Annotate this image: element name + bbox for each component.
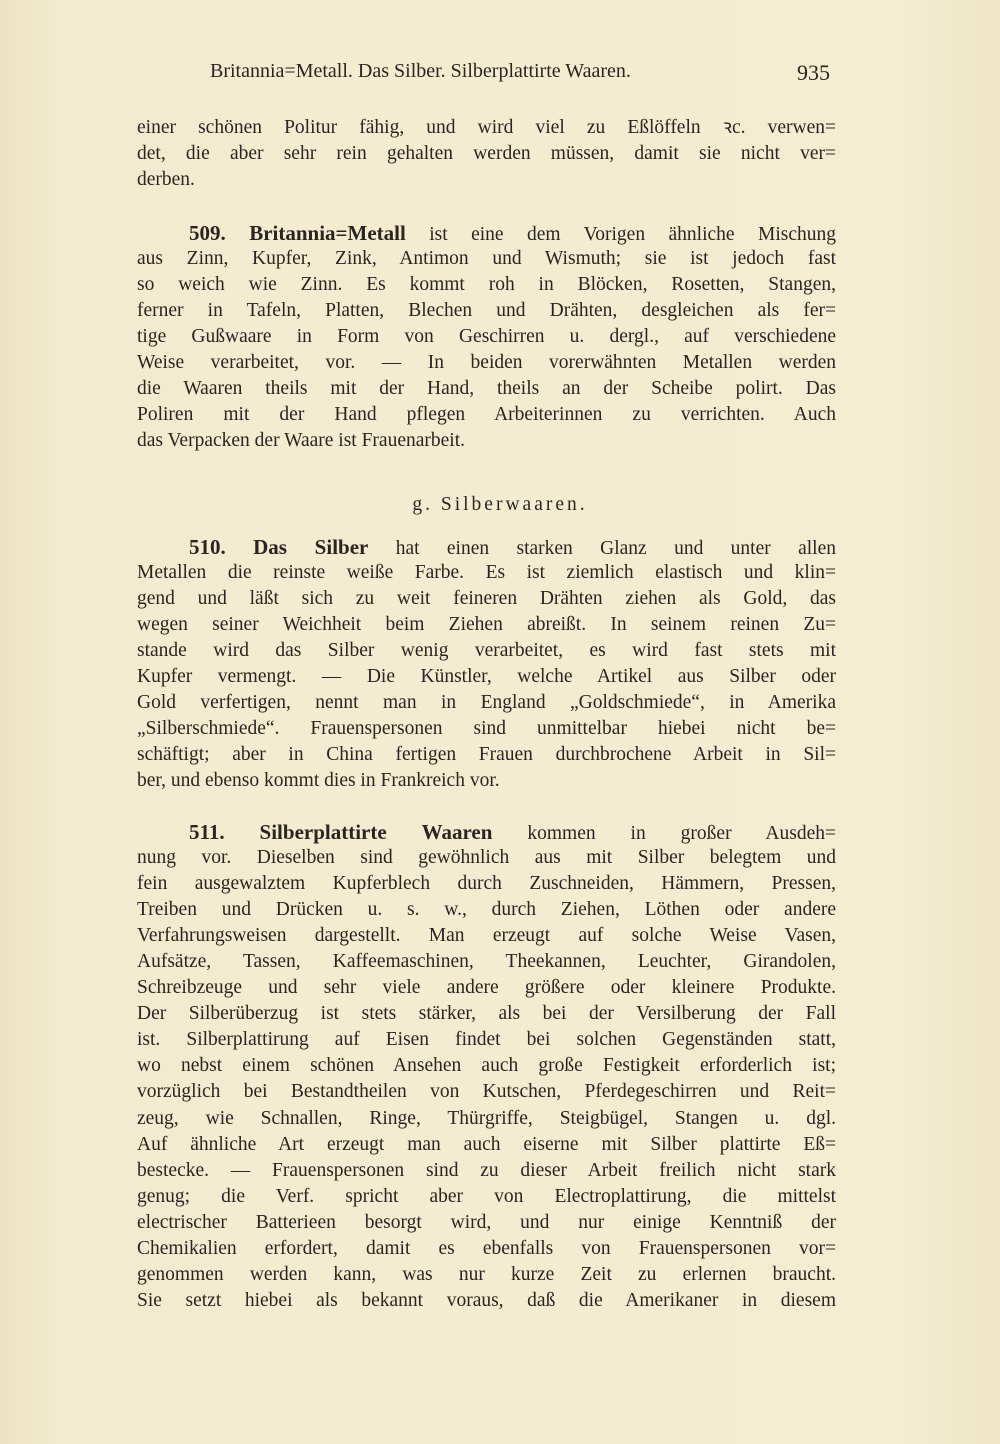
text-line: ist. Silberplattirung auf Eisen findet bei solchen Gegenständen statt, (137, 1029, 836, 1051)
text-line: Weise verarbeitet, vor. — In beiden vorerwähnten Metallen werden (137, 352, 836, 374)
text-line: wo nebst einem schönen Ansehen auch große Festigkeit erforderlich ist; (137, 1055, 836, 1077)
section-number: 511. (189, 820, 225, 844)
text-line: det, die aber sehr rein gehalten werden müssen, damit sie nicht ver= (137, 143, 836, 165)
text-line: Schreibzeuge und sehr viele andere größere oder kleinere Produkte. (137, 977, 836, 999)
text-line: tige Gußwaare in Form von Geschirren u. dergl., auf verschiedene (137, 326, 836, 348)
text-line: Chemikalien erfordert, damit es ebenfalls von Frauenspersonen vor= (137, 1237, 836, 1259)
text-line: Gold verfertigen, nennt man in England „Goldschmiede“, in Amerika (137, 692, 836, 714)
text-line: Der Silberüberzug ist stets stärker, als bei der Versilberung der Fall (137, 1003, 836, 1025)
first-line (137, 220, 836, 246)
text-line: zeug, wie Schnallen, Ringe, Thürgriffe, Steigbügel, Stangen u. dgl. (137, 1107, 836, 1129)
text-line: schäftigt; aber in China fertigen Frauen durchbrochene Arbeit in Sil= (137, 744, 836, 766)
text-line: so weich wie Zinn. Es kommt roh in Blöcken, Rosetten, Stangen, (137, 274, 836, 296)
running-header (210, 60, 830, 86)
intro-paragraph (137, 115, 836, 193)
text-line: vorzüglich bei Bestandtheilen von Kutschen, Pferdegeschirren und Reit= (137, 1081, 836, 1103)
first-line (137, 534, 836, 560)
text-line: Treiben und Drücken u. s. w., durch Ziehen, Löthen oder andere (137, 899, 836, 921)
text-line: Poliren mit der Hand pflegen Arbeiterinnen zu verrichten. Auch (137, 404, 836, 426)
text-line: die Waaren theils mit der Hand, theils an der Scheibe polirt. Das (137, 378, 836, 400)
text-line: einer schönen Politur fähig, und wird viel zu Eßlöffeln ꝛc. verwen= (137, 117, 836, 138)
text-line: wegen seiner Weichheit beim Ziehen abreißt. In seinem reinen Zu= (137, 614, 836, 636)
text-line: gend und läßt sich zu weit feineren Drähten ziehen als Gold, das (137, 588, 836, 610)
text-line: aus Zinn, Kupfer, Zink, Antimon und Wismuth; sie ist jedoch fast (137, 248, 836, 270)
text-line: ferner in Tafeln, Platten, Blechen und Drähten, desgleichen als fer= (137, 300, 836, 322)
text-line: das Verpacken der Waare ist Frauenarbeit. (137, 430, 465, 452)
text-line: genommen werden kann, was nur kurze Zeit zu erlernen braucht. (137, 1263, 836, 1285)
section-term: Britannia=Metall (249, 221, 406, 245)
text-line: Kupfer vermengt. — Die Künstler, welche Artikel aus Silber oder (137, 666, 836, 688)
text-line: electrischer Batterieen besorgt wird, und nur einige Kenntniß der (137, 1211, 836, 1233)
subheading: g. Silberwaaren. (412, 494, 588, 515)
section-509 (137, 220, 836, 454)
section-number: 510. (189, 535, 226, 559)
text-line: stande wird das Silber wenig verarbeitet, es wird fast stets mit (137, 640, 836, 662)
text-line: genug; die Verf. spricht aber von Electroplattirung, die mittelst (137, 1185, 836, 1207)
text-line: Verfahrungsweisen dargestellt. Man erzeugt auf solche Weise Vasen, (137, 925, 836, 947)
first-line-text: kommen in großer Ausdeh= (527, 823, 837, 844)
section-510 (137, 534, 836, 794)
section-number: 509. (189, 221, 226, 245)
text-line: Aufsätze, Tassen, Kaffeemaschinen, Theekannen, Leuchter, Girandolen, (137, 951, 836, 973)
first-line (137, 819, 836, 845)
text-line: Auf ähnliche Art erzeugt man auch eiserne mit Silber plattirte Eß= (137, 1133, 836, 1155)
text-line: derben. (137, 169, 195, 191)
text-line: Sie setzt hiebei als bekannt voraus, daß die Amerikaner in diesem (137, 1289, 836, 1311)
section-term: Das Silber (253, 535, 369, 559)
text-line: bestecke. — Frauenspersonen sind zu dieser Arbeit freilich nicht stark (137, 1159, 836, 1181)
section-term: Silberplattirte Waaren (259, 820, 493, 844)
page-number: 935 (797, 60, 830, 85)
text-line: „Silberschmiede“. Frauenspersonen sind unmittelbar hiebei nicht be= (137, 718, 836, 740)
text-line: nung vor. Dieselben sind gewöhnlich aus mit Silber belegtem und (137, 847, 836, 869)
text-line: fein ausgewalztem Kupferblech durch Zuschneiden, Hämmern, Pressen, (137, 873, 836, 895)
text-line: ber, und ebenso kommt dies in Frankreich vor. (137, 770, 500, 792)
running-title: Britannia=Metall. Das Silber. Silberplattirte Waaren. (210, 60, 631, 82)
first-line-text: hat einen starken Glanz und unter allen (395, 538, 836, 559)
text-line: Metallen die reinste weiße Farbe. Es ist ziemlich elastisch und klin= (137, 562, 836, 584)
first-line-text: ist eine dem Vorigen ähnliche Mischung (429, 224, 836, 245)
section-511 (137, 819, 836, 1314)
